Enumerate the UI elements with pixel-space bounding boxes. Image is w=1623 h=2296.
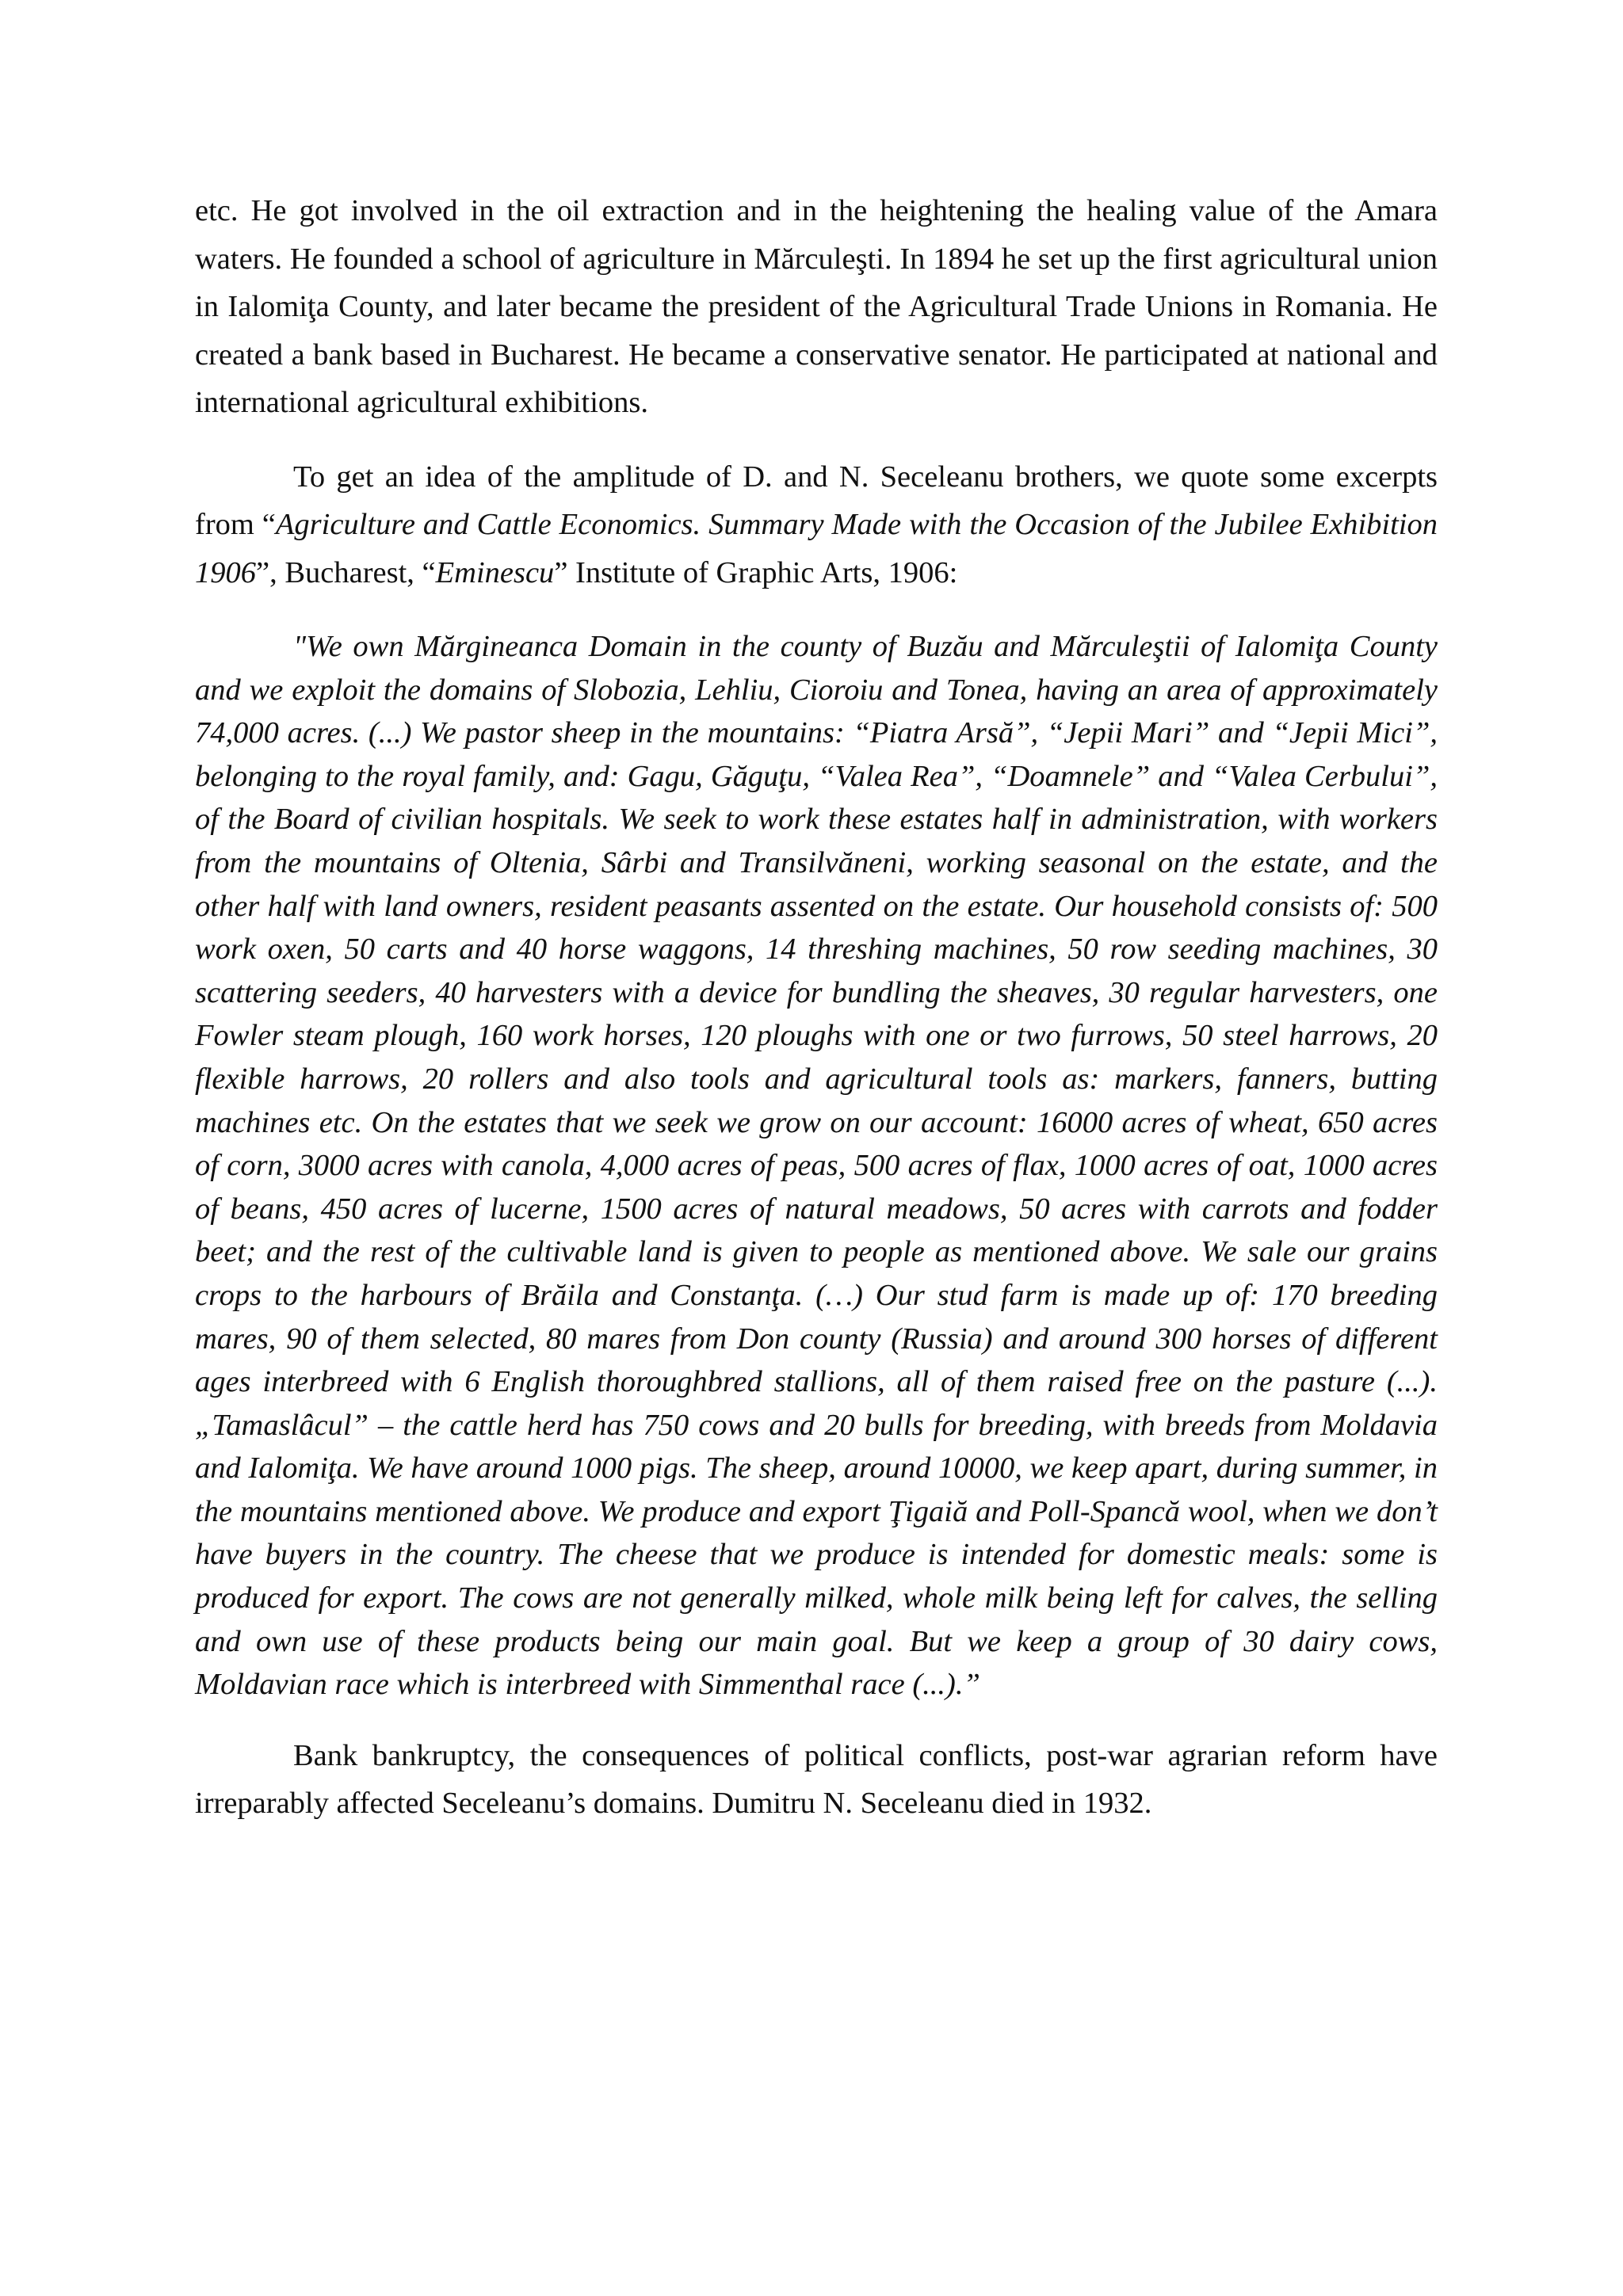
citation-institute-name: Eminescu (435, 555, 555, 589)
citation-text-c: ” Institute of Graphic Arts, 1906: (554, 555, 958, 589)
block-quote: "We own Mărgineanca Domain in the county of Buzău and Mărculeştii of Ialomiţa County and we exploit the domains of Slobozia, Lehliu, Cioroiu and Tonea, having an area of approximately 74,000 acres. (...) We pastor sheep in the mountains: “Piatra Arsă”, “Jepii Mari” and “Jepii Mici”, belonging to the royal family, and: Gagu, Găguţu, “Valea Rea”, “Doamnele” and “Valea Cerbului”, of the Board of civilian hospitals. We seek to work these estates half in administration, with workers from the mountains of Oltenia, Sârbi and Transilvăneni, working seasonal on the estate, and the other half with land owners, resident peasants assented on the estate. Our household consists of: 500 work oxen, 50 carts and 40 horse waggons, 14 threshing machines, 50 row seeding machines, 30 scattering seeders, 40 harvesters with a device for bundling the sheaves, 30 regular harvesters, one Fowler steam plough, 160 work horses, 120 ploughs with one or two furrows, 50 steel harrows, 20 flexible harrows, 20 rollers and also tools and agricultural tools as: markers, fanners, butting machines etc. On the estates that we seek we grow on our account: 16000 acres of wheat, 650 acres of corn, 3000 acres with canola, 4,000 acres of peas, 500 acres of flax, 1000 acres of oat, 1000 acres of beans, 450 acres of lucerne, 1500 acres of natural meadows, 50 acres with carrots and fodder beet; and the rest of the cultivable land is given to people as mentioned above. We sale our grains crops to the harbours of Brăila and Constanţa. (…) Our stud farm is made up of: 170 breeding mares, 90 of them selected, 80 mares from Don county (Russia) and around 300 horses of different ages interbreed with 6 English thoroughbred stallions, all of them raised free on the pasture (...). „Tamaslâcul” – the cattle herd has 750 cows and 20 bulls for breeding, with breeds from Moldavia and Ialomiţa. We have around 1000 pigs. The sheep, around 10000, we keep apart, during summer, in the mountains mentioned above. We produce and export Ţigaiă and Poll-Spancă wool, when we don’t have buyers in the country. The cheese that we produce is intended for domestic meals: some is produced for export. The cows are not generally milked, whole milk being left for calves, the selling and own use of these products being our main goal. But we keep a group of 30 dairy cows, Moldavian race which is interbreed with Simmenthal race (...).” (195, 630, 1438, 1702)
citation-text-b: ”, Bucharest, “ (256, 555, 436, 589)
paragraph-conclusion: Bank bankruptcy, the consequences of political conflicts, post-war agrarian reform have irreparably affected Seceleanu’s domains. Dumitru N. Seceleanu died in 1932. (195, 1738, 1438, 1821)
citation-book-title: Agriculture and Cattle Economics. Summary Made with the Occasion of the Jubilee Exhibition 1906 (195, 508, 1438, 589)
paragraph-citation (195, 453, 1438, 597)
citation-text-a: To get an idea of the amplitude of D. and N. Seceleanu brothers, we quote some excerpts from “ (195, 460, 1438, 541)
paragraph-intro: etc. He got involved in the oil extraction and in the heightening the healing value of the Amara waters. He founded a school of agriculture in Mărculeşti. In 1894 he set up the first agricultural union in Ialomiţa County, and later became the president of the Agricultural Trade Unions in Romania. He created a bank based in Bucharest. He became a conservative senator. He participated at national and international agricultural exhibitions. (195, 194, 1438, 419)
document-page (195, 187, 1438, 1828)
